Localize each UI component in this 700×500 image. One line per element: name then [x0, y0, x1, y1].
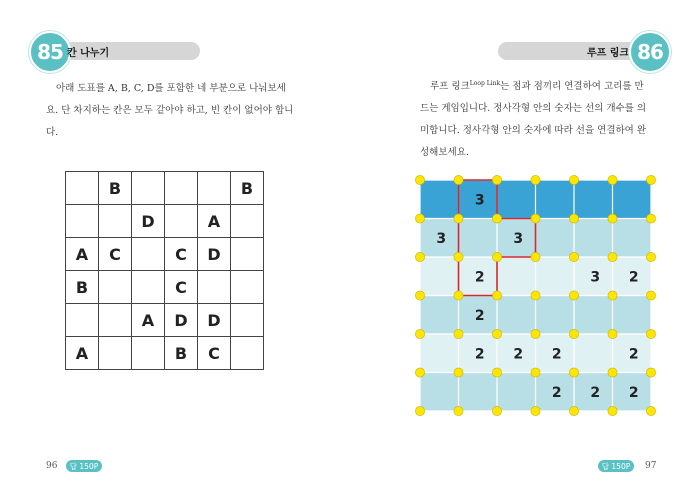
grid-cell[interactable]: A — [198, 205, 231, 238]
grid-dot[interactable] — [531, 329, 540, 338]
grid-dot[interactable] — [646, 175, 655, 184]
grid-dot[interactable] — [646, 214, 655, 223]
grid-cell[interactable] — [66, 205, 99, 238]
grid-dot[interactable] — [454, 406, 463, 415]
puzzle-clue: 2 — [474, 269, 485, 286]
puzzle-clue: 2 — [551, 384, 562, 401]
grid-dot[interactable] — [492, 368, 501, 377]
grid-dot[interactable] — [531, 252, 540, 261]
grid-cell[interactable]: B — [231, 172, 264, 205]
puzzle-number-badge: 86 — [629, 31, 671, 73]
grid-cell[interactable] — [198, 172, 231, 205]
grid-dot[interactable] — [415, 175, 424, 184]
grid-cell[interactable]: A — [132, 304, 165, 337]
grid-dot[interactable] — [569, 291, 578, 300]
grid-dot[interactable] — [531, 291, 540, 300]
grid-dot[interactable] — [569, 252, 578, 261]
grid-cell[interactable]: B — [99, 172, 132, 205]
grid-dot[interactable] — [531, 406, 540, 415]
grid-cell[interactable]: B — [165, 337, 198, 370]
grid-dot[interactable] — [608, 175, 617, 184]
grid-cell[interactable] — [165, 172, 198, 205]
grid-dot[interactable] — [454, 368, 463, 377]
grid-cell[interactable] — [132, 238, 165, 271]
grid-cell[interactable]: D — [198, 304, 231, 337]
grid-cell[interactable] — [132, 172, 165, 205]
grid-dot[interactable] — [415, 214, 424, 223]
puzzle-clue: 2 — [590, 384, 601, 401]
grid-dot[interactable] — [492, 291, 501, 300]
grid-dot[interactable] — [646, 368, 655, 377]
grid-dot[interactable] — [492, 406, 501, 415]
grid-dot[interactable] — [646, 291, 655, 300]
puzzle-clue: 2 — [628, 346, 639, 363]
puzzle-title: 칸 나누기 — [67, 48, 110, 59]
grid-cell[interactable] — [132, 271, 165, 304]
grid-dot[interactable] — [454, 291, 463, 300]
puzzle-clue: 2 — [474, 307, 485, 324]
grid-dot[interactable] — [569, 406, 578, 415]
answer-page-tag: 답 150P — [598, 460, 634, 472]
instructions-body: 는 점과 점끼리 연결하여 고리를 만드는 게임입니다. 정사각형 안의 숫자는 선의 개수를 의미합니다. 정사각형 안의 숫자에 따라 선을 연결하여 완성해보세요. — [420, 81, 647, 159]
grid-cell[interactable]: A — [66, 238, 99, 271]
grid-dot[interactable] — [492, 329, 501, 338]
grid-cell[interactable]: D — [198, 238, 231, 271]
puzzle-clue: 2 — [628, 269, 639, 286]
puzzle-clue: 2 — [474, 346, 485, 363]
grid-row — [66, 205, 264, 238]
grid-cell[interactable]: C — [198, 337, 231, 370]
grid-dot[interactable] — [531, 368, 540, 377]
puzzle-number-badge: 85 — [29, 31, 71, 73]
grid-dot[interactable] — [454, 214, 463, 223]
grid-dot[interactable] — [569, 368, 578, 377]
grid-dot[interactable] — [531, 175, 540, 184]
grid-row — [66, 337, 264, 370]
grid-cell[interactable] — [66, 304, 99, 337]
grid-row — [66, 238, 264, 271]
grid-dot[interactable] — [608, 291, 617, 300]
grid-cell[interactable]: A — [66, 337, 99, 370]
grid-dot[interactable] — [415, 252, 424, 261]
grid-cell[interactable] — [231, 205, 264, 238]
grid-cell[interactable] — [165, 205, 198, 238]
grid-dot[interactable] — [608, 329, 617, 338]
grid-cell[interactable] — [99, 205, 132, 238]
grid-dot[interactable] — [646, 406, 655, 415]
grid-cell[interactable]: C — [165, 271, 198, 304]
page-number: 96 — [46, 461, 58, 471]
grid-cell[interactable] — [231, 238, 264, 271]
grid-dot[interactable] — [608, 214, 617, 223]
grid-cell[interactable]: C — [99, 238, 132, 271]
grid-cell[interactable]: D — [132, 205, 165, 238]
puzzle-clue: 2 — [628, 384, 639, 401]
grid-row — [66, 304, 264, 337]
grid-cell[interactable] — [231, 271, 264, 304]
grid-row — [66, 172, 264, 205]
grid-dot[interactable] — [415, 329, 424, 338]
puzzle-clue: 2 — [551, 346, 562, 363]
grid-dot[interactable] — [454, 252, 463, 261]
grid-row — [66, 271, 264, 304]
grid-dot[interactable] — [492, 214, 501, 223]
grid-dot[interactable] — [415, 291, 424, 300]
grid-dot[interactable] — [569, 175, 578, 184]
grid-cell[interactable]: D — [165, 304, 198, 337]
instructions-lead: 루프 링크 — [430, 81, 470, 93]
grid-dot[interactable] — [608, 368, 617, 377]
grid-cell[interactable]: B — [66, 271, 99, 304]
grid-cell[interactable] — [99, 337, 132, 370]
puzzle-clue: 3 — [436, 230, 447, 247]
grid-dot[interactable] — [454, 329, 463, 338]
grid-dot[interactable] — [608, 252, 617, 261]
letter-grid — [65, 171, 264, 370]
instructions-superscript: Loop Link — [469, 80, 501, 87]
grid-cell[interactable] — [66, 172, 99, 205]
grid-cell[interactable] — [231, 337, 264, 370]
puzzle-title: 루프 링크 — [587, 48, 630, 59]
loop-link-puzzle — [410, 170, 660, 420]
grid-dot[interactable] — [646, 329, 655, 338]
grid-dot[interactable] — [415, 368, 424, 377]
grid-cell[interactable] — [231, 304, 264, 337]
grid-dot[interactable] — [569, 214, 578, 223]
answer-page-tag: 답 150P — [66, 460, 102, 472]
grid-dot[interactable] — [608, 406, 617, 415]
grid-dot[interactable] — [492, 175, 501, 184]
grid-cell[interactable] — [99, 271, 132, 304]
puzzle-clue: 2 — [513, 346, 524, 363]
puzzle-clue: 3 — [474, 192, 485, 209]
grid-dot[interactable] — [415, 406, 424, 415]
grid-dot[interactable] — [492, 252, 501, 261]
grid-cell[interactable] — [198, 271, 231, 304]
page-number: 97 — [645, 461, 657, 471]
grid-dot[interactable] — [646, 252, 655, 261]
grid-dot[interactable] — [531, 214, 540, 223]
grid-cell[interactable] — [99, 304, 132, 337]
instructions — [420, 73, 650, 164]
grid-dot[interactable] — [569, 329, 578, 338]
instructions: 아래 도표를 A, B, C, D를 포함한 네 부분으로 나눠보세요. 단 차지하는 칸은 모두 같아야 하고, 빈 칸이 없어야 합니다. — [46, 83, 294, 138]
grid-cell[interactable] — [132, 337, 165, 370]
puzzle-clue: 3 — [513, 230, 524, 247]
puzzle-clue: 3 — [590, 269, 601, 286]
grid-cell[interactable]: C — [165, 238, 198, 271]
grid-dot[interactable] — [454, 175, 463, 184]
